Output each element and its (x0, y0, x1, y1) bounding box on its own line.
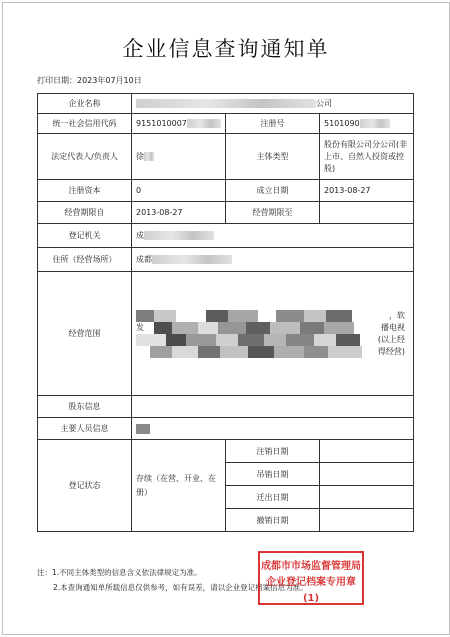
redacted-credit-code (187, 119, 221, 128)
row-capital (38, 180, 414, 202)
company-name-label: 企业名称 (38, 94, 132, 114)
credit-code-label: 统一社会信用代码 (38, 114, 132, 134)
capital-value: 0 (132, 180, 226, 202)
recall-date-label: 撤销日期 (226, 509, 320, 532)
cancel-date-value (320, 440, 414, 463)
credit-code-value: 9151010007 (136, 119, 187, 128)
authority-value: 成 (136, 231, 144, 240)
status-label: 登记状态 (38, 440, 132, 532)
authority-cell (132, 224, 414, 248)
entity-type-label: 主体类型 (226, 134, 320, 180)
reg-no-cell (320, 114, 414, 134)
capital-label: 注册资本 (38, 180, 132, 202)
redacted-authority (144, 231, 214, 240)
row-period (38, 202, 414, 224)
credit-code-cell (132, 114, 226, 134)
redacted-legal-rep (144, 152, 154, 161)
enterprise-info-table (37, 93, 414, 532)
revoke-date-label: 吊销日期 (226, 463, 320, 486)
official-seal-stamp (258, 551, 364, 605)
scope-prefix: 发 (136, 322, 144, 332)
entity-type-value: 股份有限公司分公司(非上市、自然人投资或控股) (320, 134, 414, 180)
print-date: 打印日期：2023年07月10日 (37, 76, 142, 85)
moveout-date-label: 迁出日期 (226, 486, 320, 509)
row-scope (38, 272, 414, 396)
personnel-value (132, 418, 414, 440)
shareholder-value (132, 396, 414, 418)
scope-tail-3: (以上经 (377, 334, 406, 344)
legal-rep-label: 法定代表人/负责人 (38, 134, 132, 180)
scope-cell (132, 272, 414, 396)
established-value: 2013-08-27 (320, 180, 414, 202)
row-status-1 (38, 440, 414, 463)
row-legal-rep (38, 134, 414, 180)
row-authority (38, 224, 414, 248)
address-cell (132, 248, 414, 272)
period-to-value (320, 202, 414, 224)
redacted-company-name (136, 99, 316, 108)
address-value: 成都 (136, 255, 152, 264)
legal-rep-value: 徐 (136, 152, 144, 161)
redacted-personnel (136, 424, 150, 434)
stamp-line-2: 企业登记档案专用章(1) (266, 577, 356, 604)
scope-tail-4: 得经营) (377, 346, 406, 356)
period-to-label: 经营期限至 (226, 202, 320, 224)
moveout-date-value (320, 486, 414, 509)
legal-rep-cell (132, 134, 226, 180)
period-from-label: 经营期限自 (38, 202, 132, 224)
scope-tail-1: ，软 (389, 310, 406, 320)
row-shareholder (38, 396, 414, 418)
note-1: 注：1.不同主体类型的信息含义依法律规定为准。 (37, 568, 202, 577)
revoke-date-value (320, 463, 414, 486)
redacted-address (152, 255, 232, 264)
status-value: 存续（在营、开业、在册） (132, 440, 226, 532)
period-from-value: 2013-08-27 (132, 202, 226, 224)
stamp-line-1: 成都市市场监督管理局 (261, 561, 361, 572)
shareholder-label: 股东信息 (38, 396, 132, 418)
notice-page (2, 2, 450, 635)
personnel-label: 主要人员信息 (38, 418, 132, 440)
reg-no-label: 注册号 (226, 114, 320, 134)
recall-date-value (320, 509, 414, 532)
company-name-value (132, 94, 414, 114)
scope-label: 经营范围 (38, 272, 132, 396)
redacted-scope-mosaic (136, 304, 409, 364)
reg-no-value: 5101090 (324, 119, 360, 128)
company-name-suffix: 公司 (316, 99, 332, 108)
document-title: 企业信息查询通知单 (122, 37, 330, 61)
row-personnel (38, 418, 414, 440)
authority-label: 登记机关 (38, 224, 132, 248)
redacted-reg-no (360, 119, 390, 128)
note-2: 2.本查询通知单所载信息仅供参考，如有误差，请以企业登记档案信息为准。 (53, 583, 308, 592)
row-company-name (38, 94, 414, 114)
row-address (38, 248, 414, 272)
address-label: 住所（经营场所） (38, 248, 132, 272)
cancel-date-label: 注销日期 (226, 440, 320, 463)
established-label: 成立日期 (226, 180, 320, 202)
row-credit-code (38, 114, 414, 134)
scope-tail-2: 播电视 (381, 322, 406, 332)
